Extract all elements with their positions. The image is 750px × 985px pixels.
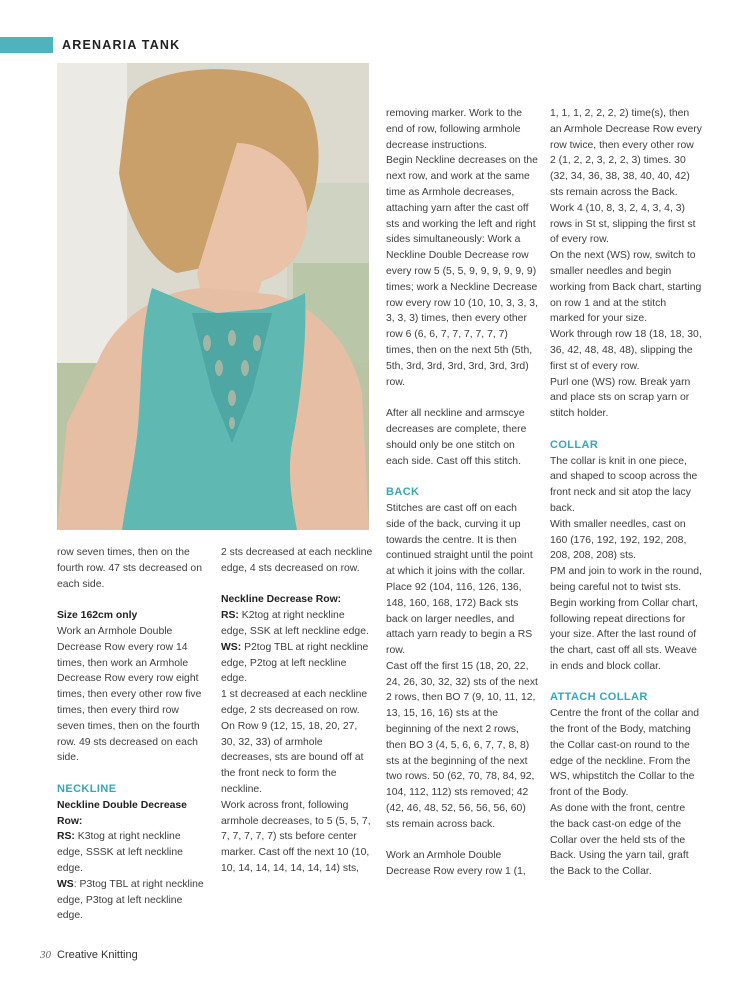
paragraph [57,877,209,924]
paragraph: With smaller needles, cast on 160 (176, 192, 192, 192, 208, 208, 208, 208) sts. [550,518,687,562]
ws-label: WS: [221,641,242,653]
paragraph: Work across front, following armhole decreases, to 5 (5, 5, 7, 7, 7, 7, 7, 7) sts before center marker. Cast off the next 10 (10, 10, 14, 14, 14, 14, 14, 14) sts, [221,799,371,874]
ws-label: WS [57,878,74,890]
size-heading: Size 162cm only [57,610,138,622]
paragraph: On Row 9 (12, 15, 18, 20, 27, 30, 32, 33) of armhole decreases, sts are bound off at the front neck to form the neckline. [221,720,364,795]
subheading: Neckline Decrease Row: [221,594,342,606]
ws-text: P2tog TBL at right neckline edge, P2tog at left neckline edge. [221,641,369,685]
paragraph: 1 st decreased at each neckline edge, 2 sts decreased on row. [221,689,368,716]
header-accent-bar [0,37,53,53]
paragraph: Work an Armhole Double Decrease Row every row 14 times, then work an Armhole Decrease Row every row eight times, then every other row five times, then every third row seven times, then on the fourth row. 49 sts decreased on each side. [57,625,202,764]
paragraph: removing marker. Work to the end of row, following armhole decrease instructions. [386,108,523,151]
section-heading-back: BACK [386,486,420,499]
section-heading-neckline: NECKLINE [57,782,117,795]
paragraph: row seven times, then on the fourth row. 47 sts decreased on each side. [57,547,202,590]
text-column-1 [57,545,209,924]
paragraph: Begin Neckline decreases on the next row, and work at the same time as Armhole decreases, attaching yarn after the cast off sts and working the left and right sides simultaneously: Work a Neckline Double Decrease row every row 5 (5, 5, 9, 9, 9, 9, 9, 9) times; work a Neckline Decrease row every row 10 (10, 10, 3, 3, 3, 3, 3, 3) times, then every other row 6 (6, 6, 7, 7, 7, 7, 7, 7) times, then on the next 5th (5th, 5th, 3rd, 3rd, 3rd, 3rd, 3rd, 3rd) row. [386,155,538,388]
section-heading-collar: COLLAR [550,438,599,451]
page-number: 30 [40,949,51,961]
paragraph: Work an Armhole Double Decrease Row every row 1 (1, [386,850,526,878]
paragraph: 2 sts decreased at each neckline edge, 4 sts decreased on row. [221,547,373,574]
text-column-4 [550,106,702,880]
paragraph: PM and join to work in the round, being careful not to twist sts. Begin working from Collar chart, following repeat directions for your size. After the last round of the chart, cast off all sts. Weave in ends and block collar. [550,566,702,672]
paragraph: Centre the front of the collar and the front of the Body, matching the Collar cast-on round to the edge of the neckline. From the WS, whipstitch the Collar to the front of the Body. [550,708,700,799]
rs-label: RS: [57,831,75,843]
paragraph [221,640,373,687]
paragraph: Stitches are cast off on each side of the back, curving it up towards the centre. It is then continued straight until the point at which it joins with the collar. [386,502,533,578]
rs-text: K2tog at right neckline edge, SSK at left neckline edge. [221,610,369,637]
paragraph: Place 92 (104, 116, 126, 136, 148, 160, 168, 172) Back sts back on larger needles, and attach yarn ready to begin a RS row. [386,581,533,657]
paragraph: Cast off the first 15 (18, 20, 22, 24, 26, 30, 32, 32) sts of the next 2 rows, then BO 7 (9, 10, 11, 12, 13, 15, 16, 16) sts at the beginning of the next 2 rows, then BO 3 (4, 5, 6, 6, 7, 7, 8, 8) sts at the beginning of the next two rows. 50 (62, 70, 78, 84, 92, 104, 112, 112) sts removed; 42 (42, 46, 48, 52, 56, 56, 56, 60) sts remain across back. [386,660,538,830]
paragraph: 1, 1, 1, 2, 2, 2, 2) time(s), then an Armhole Decrease Row every row twice, then every other row 2 (1, 2, 2, 3, 2, 2, 3) times. 30 (32, 34, 36, 38, 38, 40, 40, 42) sts remain across the Back. Work 4 (10, 8, 3, 2, 4, 3, 4, 3) rows in St st, slipping the first st of every row. [550,108,702,246]
text-column-2 [221,545,373,877]
paragraph [221,608,373,640]
publication-name: Creative Knitting [57,949,138,961]
page-footer [40,947,138,963]
subheading: Neckline Double Decrease Row: [57,799,187,827]
paragraph: The collar is knit in one piece, and shaped to scoop across the front neck and sit atop the lacy back. [550,455,698,514]
text-column-3 [386,106,538,880]
section-heading-attach-collar: ATTACH COLLAR [550,691,648,704]
paragraph: Purl one (WS) row. Break yarn and place sts on scrap yarn or stitch holder. [550,376,691,420]
model-photo [57,63,369,530]
ws-text: : P3tog TBL at right neckline edge, P3tog at left neckline edge. [57,878,204,922]
paragraph: After all neckline and armscye decreases are complete, there should only be one stitch on each side. Cast off this stitch. [386,408,527,467]
page-title: ARENARIA TANK [62,38,181,52]
paragraph [57,829,209,876]
paragraph: Work through row 18 (18, 18, 30, 36, 42, 48, 48, 48), slipping the first st of every row. [550,329,702,372]
rs-text: K3tog at right neckline edge, SSSK at left neckline edge. [57,831,183,874]
rs-label: RS: [221,610,239,622]
paragraph: As done with the front, centre the back cast-on edge of the Collar over the held sts of the Back. Using the yarn tail, graft the Back to the Collar. [550,803,689,878]
paragraph: On the next (WS) row, switch to smaller needles and begin working from Back chart, starting on row 1 and at the stitch marked for your size. [550,250,702,325]
